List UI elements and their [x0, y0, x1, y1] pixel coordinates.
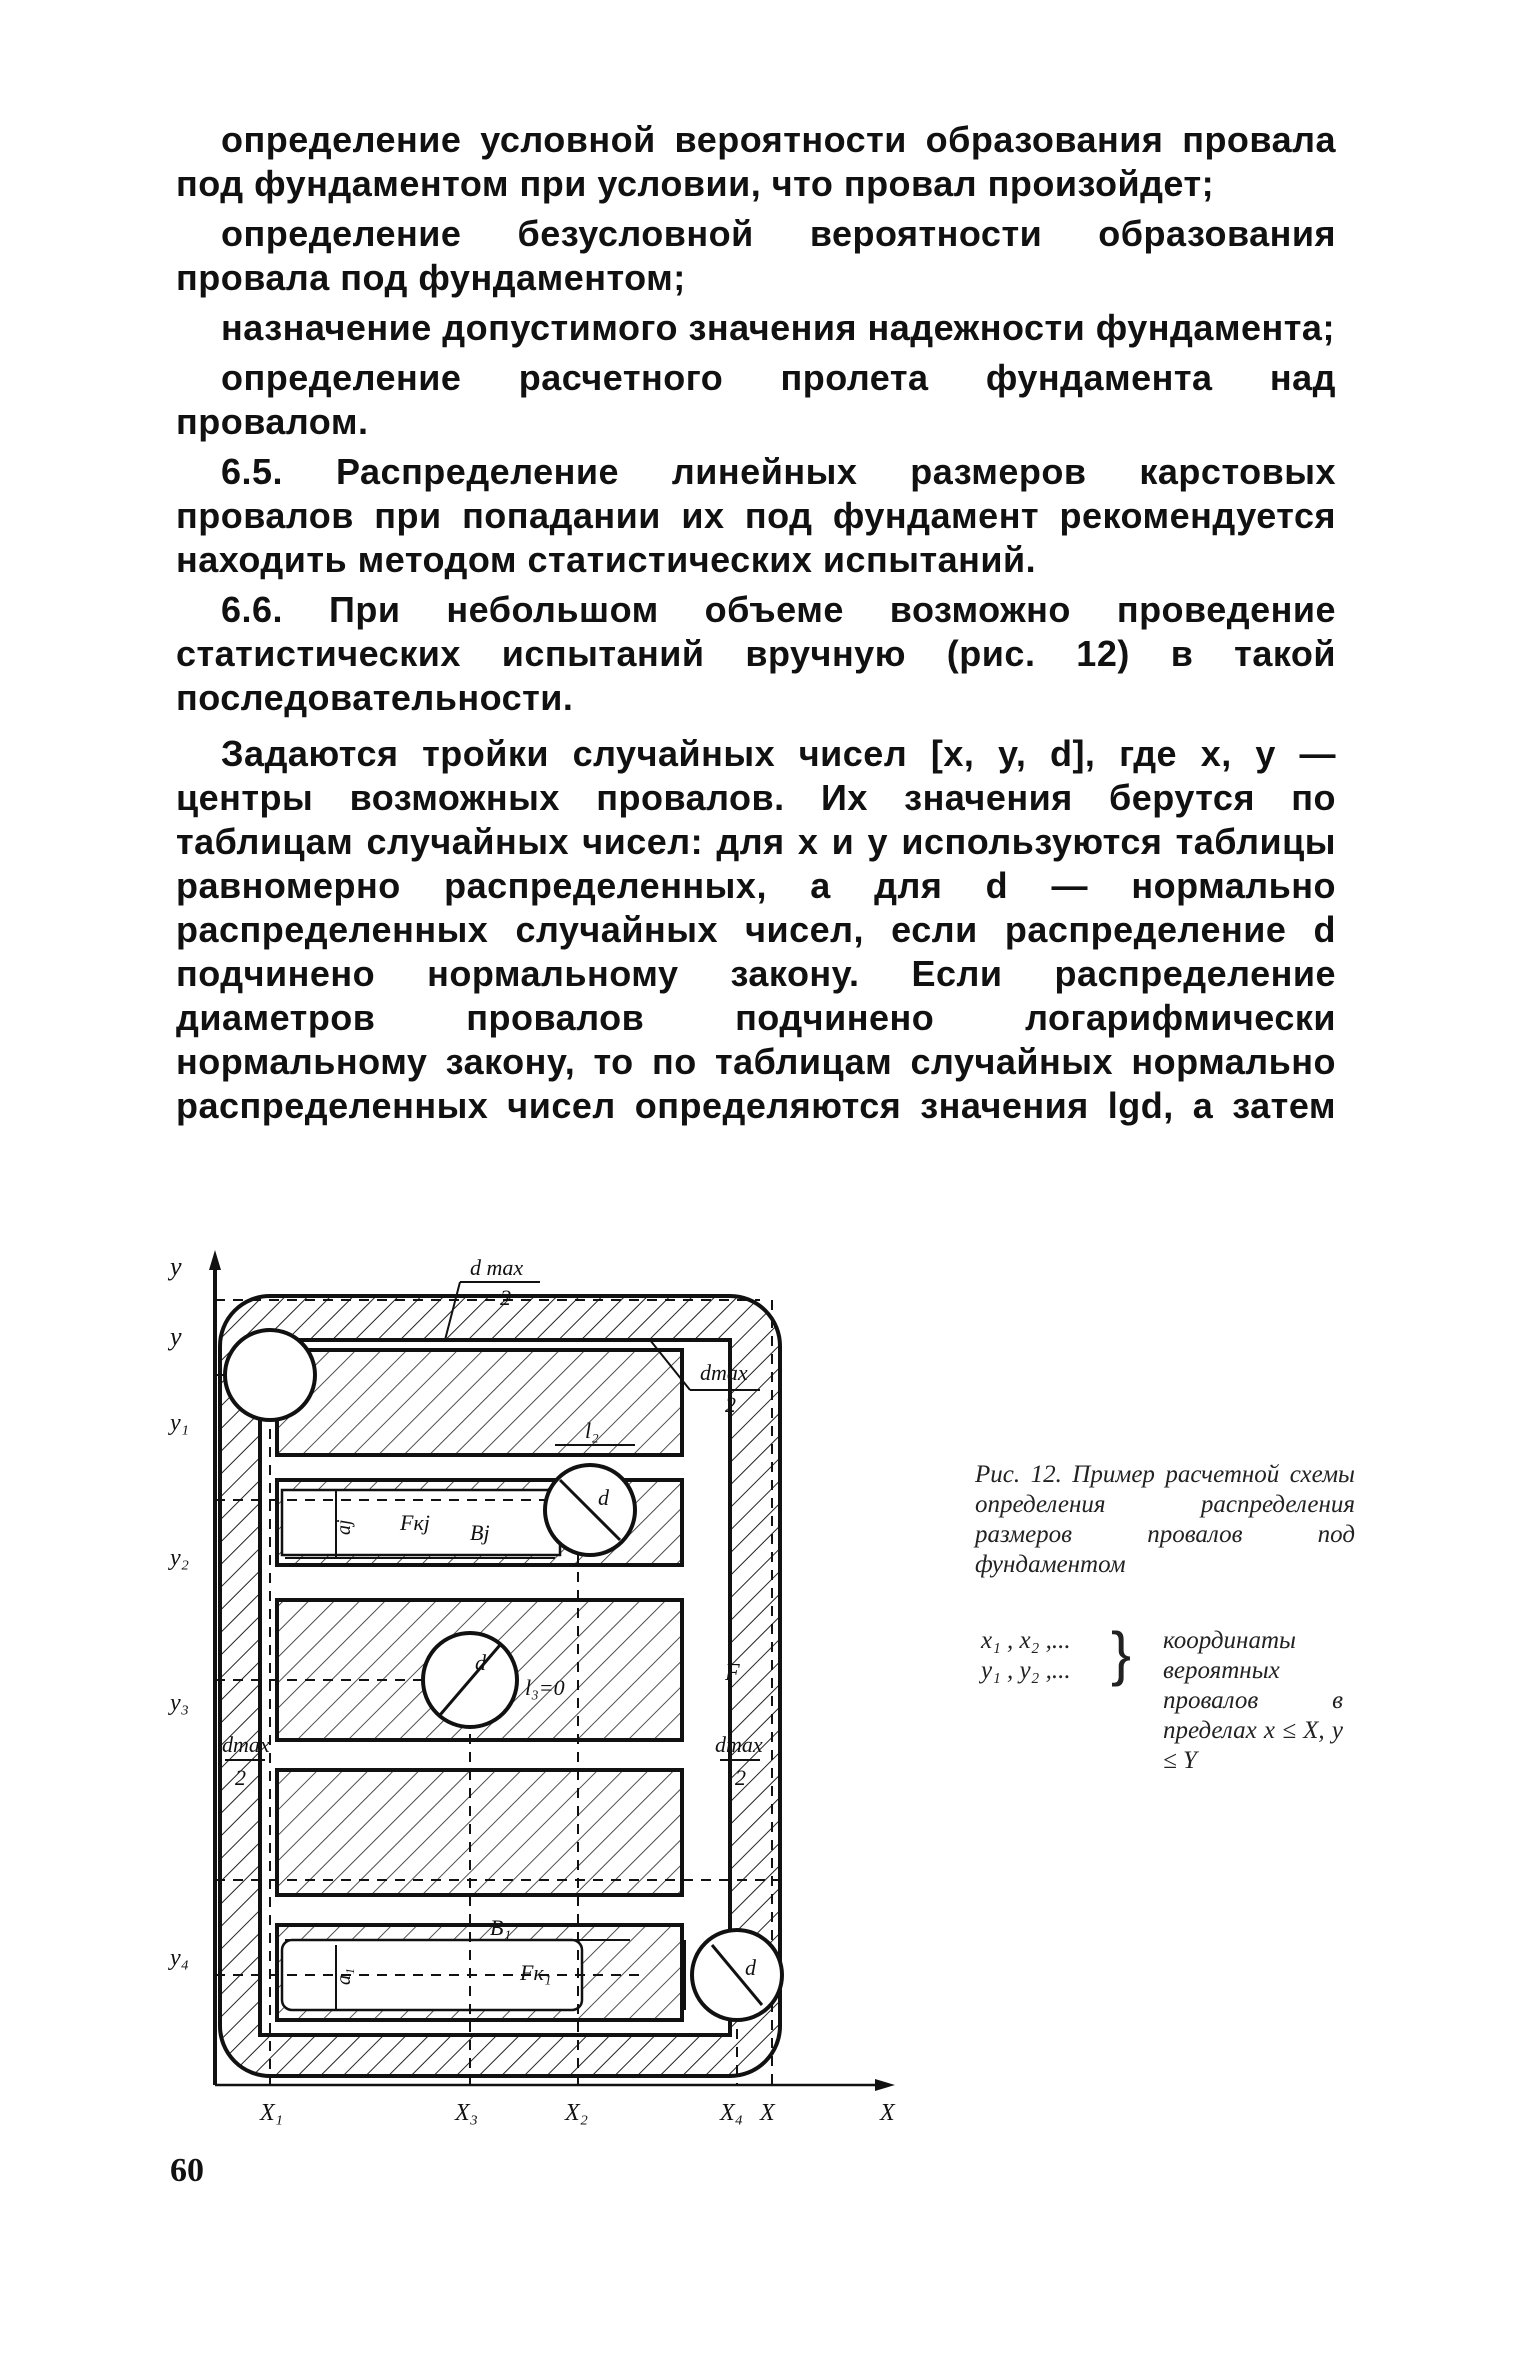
legend-variables	[981, 1626, 1101, 1686]
sinkhole-circle-1	[225, 1330, 315, 1420]
page-number: 60	[170, 2152, 204, 2189]
paragraph-6-6-text: При небольшом объеме возможно проведение статистических испытаний вручную (рис. 12) в такой последовательности.	[176, 589, 1336, 718]
label-x1: X₁	[260, 2100, 284, 2126]
paragraph-4: определение расчетного пролета фундамента над провалом.	[176, 357, 1336, 442]
label-y4: y₄	[170, 1945, 189, 1971]
paragraph-1: определение условной вероятности образования провала под фундаментом при условии, что провал произойдет;	[176, 119, 1336, 204]
paragraph-3: назначение допустимого значения надежности фундамента;	[221, 307, 1335, 348]
label-x-cap: X	[760, 2100, 775, 2126]
label-d-2: d	[598, 1485, 609, 1510]
label-f: F	[725, 1660, 740, 1686]
label-x3: X₃	[455, 2100, 479, 2126]
label-dmax-top-den: 2	[500, 1285, 511, 1310]
label-aj: aj	[333, 1519, 355, 1535]
label-dmax-right-den: 2	[725, 1392, 736, 1417]
paragraph-2: определение безусловной вероятности образования провала под фундаментом;	[176, 213, 1336, 298]
x-axis-arrow	[875, 2079, 895, 2091]
legend-brace-icon: }	[1111, 1620, 1132, 1687]
label-fkj: Fкj	[400, 1510, 430, 1535]
label-dmax-mid-num: dmax	[715, 1732, 763, 1757]
label-d-4: d	[745, 1955, 756, 1980]
label-x-axis: X	[880, 2100, 895, 2126]
figure-legend	[975, 1618, 1355, 1848]
legend-x-vars: x₁ , x₂ ,...	[981, 1627, 1071, 1654]
paragraph-6-5-text: Распределение линейных размеров карстовых провалов при попадании их под фундамент рекомендуется находить методом статистических испытаний.	[176, 451, 1336, 580]
label-bj: Bj	[470, 1520, 490, 1545]
label-y1: y₁	[170, 1410, 189, 1436]
label-l2: l₂	[585, 1418, 599, 1443]
label-dmax-top-num: d max	[470, 1255, 524, 1280]
y-axis-arrow	[209, 1250, 221, 1270]
paragraph-random-triples: Задаются тройки случайных чисел [x, y, d], где x, y — центры возможных провалов. Их значения берутся по таблицам случайных чисел: для x и y используются таблицы равномерно распределенных, а для d — нормально распределенных случайных чисел, если распределение d подчинено нормальному закону. Если распределение диаметров провалов подчинено логарифмически нормальному закону, то по таблицам случайных нормально распределенных чисел определяются значения lgd, а затем	[176, 733, 1336, 1126]
legend-y-vars: y₁ , y₂ ,...	[981, 1657, 1071, 1684]
label-y2: y₂	[170, 1545, 189, 1571]
foundation-block-1	[277, 1350, 682, 1455]
label-x2: X₂	[565, 2100, 589, 2126]
section-number-6-5: 6.5.	[221, 451, 284, 492]
body-text	[176, 118, 1336, 1140]
figure-caption: Рис. 12. Пример расчетной схемы определения распределения размеров провалов под фундаментом	[975, 1461, 1355, 1578]
foundation-block-4	[277, 1770, 682, 1895]
paragraph-6-6	[176, 588, 1336, 720]
legend-description: координаты вероятных провалов в пределах x ≤ X, y ≤ Y	[1163, 1627, 1343, 1774]
label-b1: B₁	[490, 1915, 512, 1940]
label-dmax-left-den: 2	[235, 1765, 246, 1790]
label-l3: l₃=0	[525, 1675, 565, 1700]
label-d-3: d	[475, 1650, 486, 1675]
label-fk1: Fк₁	[520, 1960, 552, 1985]
label-a1: a₁	[333, 1968, 355, 1985]
label-dmax-left-num: dmax	[222, 1732, 270, 1757]
label-y3: y₃	[170, 1690, 189, 1716]
paragraph-6-5	[176, 450, 1336, 582]
section-number-6-6: 6.6.	[221, 589, 284, 630]
label-x4: X₄	[720, 2100, 744, 2126]
figure-12-diagram	[160, 1240, 920, 2130]
label-dmax-mid-den: 2	[735, 1765, 746, 1790]
label-dmax-right-num: dmax	[700, 1360, 748, 1385]
label-y-top: y	[170, 1322, 182, 1351]
label-y-axis: y	[170, 1252, 182, 1281]
